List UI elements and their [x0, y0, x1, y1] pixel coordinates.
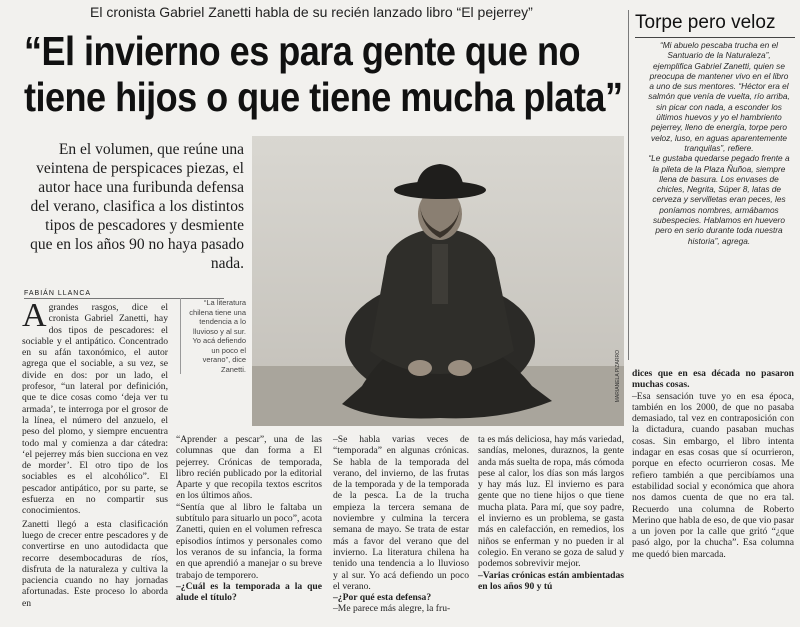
column-5-question: dices que en esa década no pasaron muchas cosas. — [632, 368, 794, 391]
headline — [24, 28, 623, 120]
headline-line-1: “El invierno es para gente que no — [24, 28, 580, 74]
column-3-question: –¿Por qué esta defensa? — [333, 592, 432, 604]
article-column-3 — [333, 434, 469, 615]
column-2-text-b: “Sentía que al libro le faltaba un subtítulo para situarlo un poco”, acota Zanetti, quien en el volumen refresca episodios íntimos y personales como los veranos de su infancia, la forma en que aprendió a manejar o su breve trabajo de temporero. — [176, 501, 322, 581]
photo-credit: MARIANELA PIZARRO — [615, 350, 621, 403]
pull-quote: “La literatura chilena tiene una tendencia a lo lluvioso y al sur. Yo acá defiendo un poco el verano”, dice Zanetti. — [180, 298, 246, 374]
column-4-question: –Varias crónicas están ambientadas en los años 90 y tú — [478, 569, 624, 592]
kicker: El cronista Gabriel Zanetti habla de su recién lanzado libro “El pejerrey” — [90, 4, 533, 20]
column-5-text: –Esa sensación tuve yo en esa época, también en los 2000, de que no pasaba demasiado, tal vez en contraposición con la dictadura, cuando pasaban muchas cosas. Sin embargo, el libro intenta indagar en esas cosas que sí ocurrieron, porque en efecto ocurrieron cosas. Me refiero también a que percibíamos una estabilidad social y económica que ahora nos damos cuenta de que no era tal. Recuerdo una columna de Roberto Merino que habla de eso, de que vio pasar a un joven por la calle que gritó “¿que pasó algo, por la chucha”. Esa columna me quedó bien marcada. — [632, 390, 794, 560]
byline: FABIÁN LLANCA — [24, 290, 224, 299]
sidebar-box — [648, 40, 790, 246]
sidebar-title: Torpe pero veloz — [635, 12, 795, 38]
column-3-text-c: –Me parece más alegre, la fru- — [333, 603, 451, 615]
article-column-2 — [176, 434, 322, 603]
sidebar-paragraph-2: “Le gustaba quedarse pegado frente a la pileta de la Plaza Ñuñoa, siempre llena de basura. Los envases de chicles, Negrita, Súper 8, latas de cerveza y servilletas eran peces, les poníamos nombres, armábamos subespecies. Hablamos en huevero pero en serio durante toda nuestra historia”, agrega. — [648, 153, 790, 246]
article-column-5 — [632, 368, 794, 560]
column-3-text: –Se habla varias veces de “temporada” en algunas crónicas. Se habla de la temporada del verano, del invierno, de las frutas de la temporada y de la temporada de la pesca. La de la trucha empieza la tercera semana de noviembre y culmina la tercera semana de mayo. Se trata de estar más a favor del verano que del invierno. La literatura chilena ha tenido una tendencia a lo lluvioso y al sur. Yo acá defiendo un poco el verano. — [333, 434, 469, 592]
portrait-illustration — [252, 136, 624, 426]
lead-paragraph: En el volumen, que reúne una veintena de perspicaces piezas, el autor hace una furibunda defensa del verano, clasifica a los distintos tipos de pescadores y desmiente que en los años 90 no haya pasado nada. — [30, 141, 244, 272]
headline-line-2: tiene hijos o que tiene mucha plata” — [24, 74, 623, 120]
column-2-text: “Aprender a pescar”, una de las columnas que dan forma a El pejerrey. Crónicas de temporada, libro recién publicado por la editorial Aparte y que recopila textos escritos en los últimos años. — [176, 434, 322, 502]
drop-cap: A — [22, 297, 47, 334]
article-column-1 — [22, 297, 168, 609]
sidebar-divider — [628, 10, 629, 360]
portrait-photo — [252, 136, 624, 426]
column-4-text: ta es más deliciosa, hay más variedad, sandías, melones, duraznos, la gente anda más suelta de ropa, más cómoda pese al calor, los días son más largos y hay más luz. El invierno es para gente que no tiene hijos o que tiene mucha plata. Para mí, que soy padre, el invierno es un problema, se gasta más en calefacción, en remedios, los niños se enferman y no pueden ir al colegio. En verano se goza de salud y podemos sobrevivir mejor. — [478, 434, 624, 570]
article-column-4 — [478, 434, 624, 592]
column-1-text: grandes rasgos, dice el cronista Gabriel Zanetti, hay dos tipos de pescadores: el sociable y el antipático. Concentrado en su afán taxonómico, el autor agrega que el sociable, a su vez, se divide en dos: por un lado, el profesor, “un lateral por definición, que te dice cosas como ‘deja ver tu armada’, te interroga por el grosor de la línea, el número del anzuelo, el peso del plomo, y siempre encuentra todo mal y comienza a dar cátedra: ‘el pejerrey más bien succiona en vez de morder’. El otro tipo de los sociables es el alcohólico”. El pescador antipático, por su parte, se esfuerza en no compartir sus conocimientos. — [22, 302, 168, 517]
column-1-text-b: Zanetti llegó a esta clasificación luego de crecer entre pescadores y de convertirse en uno autodidacta que recorre desembocaduras de ríos, disfruta de la naturaleza y cultiva la paciencia cuando no hay jornadas afortunadas. Este proceso lo aborda en — [22, 518, 168, 609]
column-2-question: –¿Cuál es la temporada a la que alude el título? — [176, 580, 322, 604]
sidebar-paragraph-1: “Mi abuelo pescaba trucha en el Santuario de la Naturaleza”, ejemplifica Gabriel Zanetti, quien se preocupa de mantener vivo en el libro a uno de sus mentores. “Héctor era el salmón que venía de vuelta, río arriba, sin picar con nada, a esconder los últimos huevos y yo el hambriento pejerrey, lleno de energía, torpe pero veloz, luso, en aguas aparentemente tranquilas”, refiere. — [648, 40, 790, 153]
